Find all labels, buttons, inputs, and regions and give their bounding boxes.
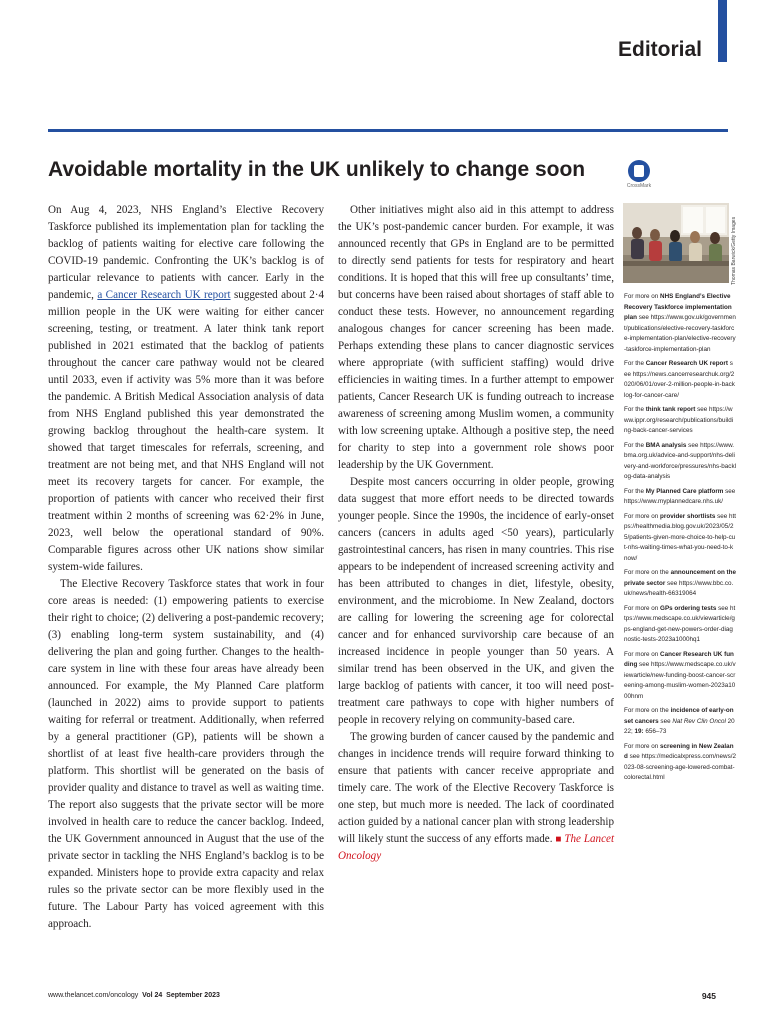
article-column-1 [48, 202, 324, 933]
crossmark-label: CrossMark [626, 183, 652, 189]
sidebar-note: For more on GPs ordering tests see https://www.medscape.co.uk/viewarticle/gps-england-get-new-powers-order-diagnostic-tests-2023a1000hq1 [624, 604, 736, 643]
sidebar-note: For more on Cancer Research UK funding see https://www.medscape.co.uk/viewarticle/new-funding-boost-cancer-screening-among-muslim-women-2023a1000hnm [624, 650, 736, 700]
header-rule [48, 129, 728, 132]
crossmark-badge[interactable] [624, 160, 654, 189]
waiting-room-photo [623, 203, 729, 283]
paragraph: The Elective Recovery Taskforce states that work in four core areas is needed: (1) empowering patients to exercise their right to choice; (2) delivering a post-pandemic recovery; (3) enabling long-term system sustainability, and (4) delivering the plan and going further. Changes to the health-care system in line with these four areas have already been announced. For example, the My Planned Care platform (launched in 2022) aims to provide support to patients waiting for referral or treatment. Additionally, when referred by a general practitioner (GP), patients will be shown a shortlist of at least five health-care providers through the platform. This shortlist will be generated on the basis of provider quality and distance to travel as well as waiting time. The report also suggests that the private sector will be more involved in health care to reduce the cancer backlog. Indeed, the UK Government announced in August that the use of the private sector in tackling the NHS England’s backlog is to be expanded. Ministers hope to provide extra capacity and relax rules so the private sector can be more flexibly used in the future. The Labour Party has voiced agreement with this approach. [48, 578, 324, 930]
article-signature: The Lancet Oncology [338, 833, 615, 862]
end-mark-icon: ■ [555, 834, 562, 845]
article-title: Avoidable mortality in the UK unlikely to change soon [48, 158, 586, 181]
sidebar-url-link[interactable]: https://www.bbc.co.uk/news/health-66319064 [624, 579, 734, 597]
sidebar-notes [624, 292, 736, 788]
sidebar-note: For the Cancer Research UK report see https://news.cancerresearchuk.org/2020/06/01/over-2-million-people-in-backlog-for-cancer-care/ [624, 360, 735, 399]
waiting-room-illustration [623, 203, 729, 283]
sidebar-url-link[interactable]: https://www.myplannedcare.nhs.uk/ [624, 498, 724, 505]
cancer-research-uk-report-link[interactable]: a Cancer Research UK report [97, 289, 231, 301]
sidebar-url-link[interactable]: https://www.medscape.co.uk/viewarticle/new-funding-boost-cancer-screening-among-muslim-women-2023a1000hnm [624, 661, 736, 700]
sidebar-note: For the think tank report see https://www.ippr.org/research/publications/building-back-cancer-services [624, 406, 734, 434]
footer-journal-info [48, 992, 220, 999]
paragraph: The growing burden of cancer caused by the pandemic and changes in incidence trends will require forward thinking to ensure that patients with cancer receive appropriate and timely care. The work of the Elective Recovery Taskforce is one step, but much more is needed. The lack of coordinated action guided by a national cancer plan with strong leadership will likely stunt the success of any efforts made. ■ The Lancet Oncology [338, 731, 615, 862]
sidebar-note: For the My Planned Care platform see https://www.myplannedcare.nhs.uk/ [624, 487, 736, 505]
sidebar-url-link[interactable]: https://healthmedia.blog.gov.uk/2023/05/25/patients-given-more-choice-to-help-cut-nhs-waiting-times-what-you-need-to-know/ [624, 512, 737, 562]
sidebar-note: For more on the incidence of early-onset cancers see Nat Rev Clin Oncol 2022; 19: 656–73 [624, 707, 735, 735]
sidebar-url-link[interactable]: https://www.ippr.org/research/publications/building-back-cancer-services [624, 406, 734, 434]
section-label: Editorial [617, 38, 702, 61]
sidebar-note: For more on NHS England’s Elective Recovery Taskforce implementation plan see https://www.gov.uk/government/publications/elective-recovery-taskforce-implementation-plan/elective-recovery-taskforce-implementation-plan [624, 293, 736, 353]
page-number: 945 [701, 991, 716, 1001]
paragraph: Other initiatives might also aid in this attempt to address the UK’s post-pandemic cancer burden. For example, it was announced recently that GPs in England are to be permitted to directly send patients for tests for respiratory and heart conditions. It is hoped that this will free up consultants’ time, but concerns have been raised about shortages of staff able to conduct these tests. However, no announcement regarding analogous changes for cancer screening has been made. Perhaps extending these plans to cancer diagnostic services where appropriate (with sufficient staffing) would drive efficiencies in waiting times. In a further attempt to empower patients, Cancer Research UK is funding outreach to increase awareness of screening among Muslim women, a community with low screening uptake. Although a positive step, the need for charity to step into a government role shows poor leadership by the UK Government. [338, 204, 614, 471]
sidebar-note: For the BMA analysis see https://www.bma.org.uk/advice-and-support/nhs-delivery-and-workforce/pressures/nhs-backlog-data-analysis [624, 441, 736, 480]
sidebar-note: For more on screening in New Zealand see https://medicalxpress.com/news/2023-08-screening-age-lowered-combat-colorectal.html [624, 742, 737, 781]
sidebar-url-link[interactable]: https://www.medscape.co.uk/viewarticle/gps-england-get-new-powers-order-diagnostic-tests-2023a1000hq1 [624, 604, 736, 643]
crossmark-icon [628, 160, 650, 182]
sidebar-url-link[interactable]: https://news.cancerresearchuk.org/2020/06/01/over-2-million-people-in-backlog-for-cancer-care/ [624, 370, 735, 399]
paragraph: Despite most cancers occurring in older people, growing data suggest that more effort needs to be directed towards younger people. Since the 1990s, the incidence of early-onset cancers (cancers in adults aged <50 years), particularly gastrointestinal cancers, has risen in many countries. This rise appears to be independent of increased screening activity and has been attributed to changes in diet, lifestyle, obesity, environment, and the microbiome. In New Zealand, doctors are calling for lowering the screening age for colorectal cancer and for enhanced survivorship care because of an increased incidence in people younger than 50 years. A similar trend has been observed in the UK, and given the large backlog of patients with cancer, it too will need post-treatment care pathways to cope with higher numbers of people in recovery relying on community-based care. [338, 476, 614, 726]
sidebar-url-link[interactable]: https://www.bma.org.uk/advice-and-support/nhs-delivery-and-workforce/pressures/nhs-backlog-data-analysis [624, 441, 736, 480]
paragraph: On Aug 4, 2023, NHS England’s Elective Recovery Taskforce published its implementation plan for tackling the backlog of patients waiting for elective care following the COVID-19 pandemic. Confronting the UK’s backlog is of particular relevance to patients with cancer. Early in the pandemic, a Cancer Research UK report suggested about 2·4 million people in the UK were waiting for either cancer screening, testing, or treatment. A later think tank report published in 2021 estimated that the backlog of patients throughout the cancer care pathway would not be cleared until 2033, even if activity was 5% more than it was before the pandemic. A British Medical Association analysis of data from NHS England published this year demonstrated the growing backlog throughout the health-care system. It showed that target timescales for referrals, screening, and treatment are not being met, and that NHS England will not meet its recovery targets for cancer. For example, the proportion of patients with cancer who received their first treatment within 2 months of screening was 62·2% in June, 2023, well below the operational standard of 90%. Comparable figures across other UK nations show similar system-wide failures. [48, 204, 324, 573]
photo-credit: Thomas Barwick/Getty Images [731, 216, 737, 285]
sidebar-note: For more on provider shortlists see https://healthmedia.blog.gov.uk/2023/05/25/patients-given-more-choice-to-help-cut-nhs-waiting-times-what-you-need-to-know/ [624, 512, 737, 562]
sidebar-note: For more on the announcement on the private sector see https://www.bbc.co.uk/news/health-66319064 [624, 569, 736, 597]
footer-date: September 2023 [166, 992, 220, 999]
section-color-bar [718, 0, 727, 62]
sidebar-url-link[interactable]: https://medicalxpress.com/news/2023-08-screening-age-lowered-combat-colorectal.html [624, 753, 737, 781]
footer-volume: Vol 24 [142, 992, 163, 999]
footer-site-link[interactable]: www.thelancet.com/oncology [48, 992, 139, 999]
sidebar-url-link[interactable]: https://www.gov.uk/government/publications/elective-recovery-taskforce-implementation-plan/elective-recovery-taskforce-implementation-plan [624, 314, 736, 353]
article-column-2 [338, 202, 614, 865]
